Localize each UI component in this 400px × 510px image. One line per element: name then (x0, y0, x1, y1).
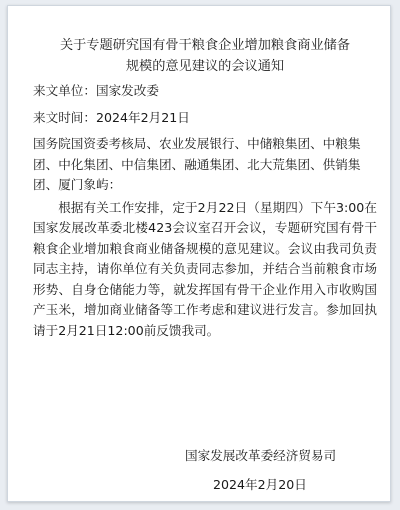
sender-value: 国家发改委 (95, 83, 159, 98)
document-title (33, 35, 377, 77)
signature-organization: 国家发展改革委经济贸易司 (185, 448, 337, 463)
time-value: 2024年2月21日 (95, 109, 190, 125)
sender-row (33, 81, 377, 102)
title-line-2: 规模的意见建议的会议通知 (125, 59, 285, 74)
signature-date: 2024年2月20日 (213, 477, 307, 492)
recipients-list: 国务院国资委考核局、农业发展银行、中储粮集团、中粮集团、中化集团、中信集团、融通集团、北大荒集团、供销集团、厦门象屿： (33, 136, 361, 192)
time-label: 来文时间： (33, 109, 96, 125)
document-sheet (7, 5, 391, 502)
time-row (33, 108, 377, 129)
document-content (33, 35, 377, 341)
body-paragraph: 根据有关工作安排，定于2月22日（星期四）下午3:00在国家发展改革委北楼423会议室召开会议，专题研究国有骨干粮食企业增加粮食商业储备规模的意见建议。会议由我司负责同志主持，请你单位有关负责同志参加，并结合当前粮食市场形势、自身仓储能力等，就发挥国有骨干企业作用入市收购国产玉米，增加商业储备等工作考虑和建议进行发言。参加回执请于2月21日12:00前反馈我司。 (33, 199, 377, 338)
title-line-1: 关于专题研究国有骨干粮食企业增加粮食商业储备 (59, 38, 351, 53)
sender-label: 来文单位： (33, 83, 96, 98)
